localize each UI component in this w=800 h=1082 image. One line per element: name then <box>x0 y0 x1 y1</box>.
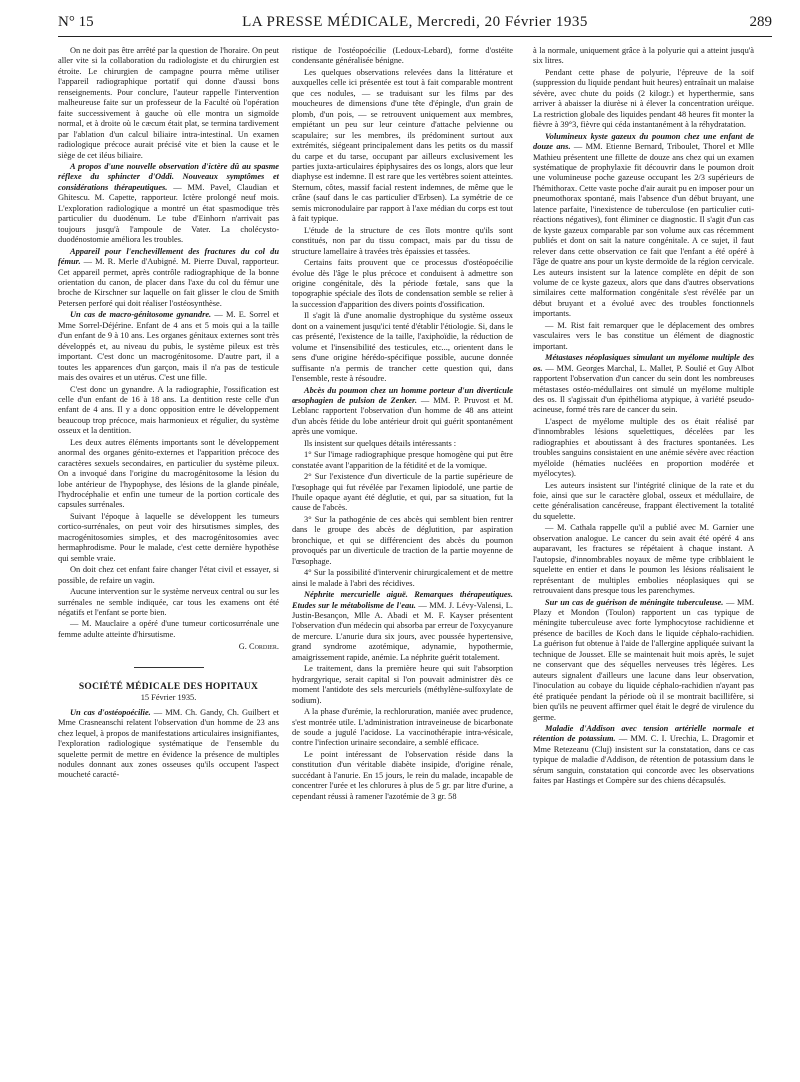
paragraph: ristique de l'ostéopoécilie (Ledoux-Lebard), forme d'ostéite condensante généralisée bénigne. <box>292 46 513 66</box>
paragraph: A la phase d'urémie, la rechloruration, maniée avec prudence, s'est montrée utile. L'administration intraveineuse de bicarbonate de soude a jugulé l'acidose. La vaccinothérapie intra-vésicale, contre l'infection urinaire secondaire, a semblé efficace. <box>292 707 513 748</box>
article-entry: Néphrite mercurielle aiguë. Remarques thérapeutiques. Etudes sur le métabolisme de l'eau. — MM. J. Lévy-Valensi, L. Justin-Besançon, Mlle A. Abadi et M. F. Kayser présentent l'observation d'un médecin qui absorba par erreur de l'oxycyanure de mercure. L'anurie dura six jours, avec poussée hypertensive, grand syndrome azotémique, adynamie, hypothermie, amaigrissement rapide, anémie. La néphrite guérit totalement. <box>292 590 514 662</box>
column-2 <box>292 46 513 803</box>
page-number: 289 <box>749 14 772 30</box>
article-entry: Métastases néoplasiques simulant un myélome multiple des os. — MM. Georges Marchal, L. Mallet, P. Soulié et Guy Albot rapportent l'observation d'un cancer du sein dont les nombreuses métastases ostéo-médullaires ont simulé un myélome multiple des os. Il s'agissait d'un épithélioma atypique, à variété pseudo-acineuse, formé très rare de cancer du sein. <box>533 353 754 415</box>
paragraph: Les deux autres éléments importants sont le développement anormal des organes génito-externes et l'apparition précoce des caractères sexuels secondaires, en particulier du système pileux. On a invoqué dans l'origine du macrogénitosome la lésion du lobe antérieur de l'hypophyse, des lésions de la glande pinéale, l'hydrocéphalie et enfin une tumeur de la portion corticale des capsules surrénales. <box>58 437 279 510</box>
paragraph: à la normale, uniquement grâce à la polyurie qui a atteint jusqu'à six litres. <box>533 46 754 66</box>
section-title: SOCIÉTÉ MÉDICALE DES HOPITAUX <box>78 681 259 692</box>
paragraph: 3° Sur la pathogénie de ces abcès qui semblent bien rentrer dans le groupe des abcès de déglutition, par aspiration bronchique, et qui se différencient des abcès du poumon provoqués par un diverticule de traction de la partie moyenne de l'œsophage. <box>292 514 513 566</box>
article-entry: A propos d'une nouvelle observation d'ictère dû au spasme réflexe du sphincter d'Oddi. Nouveaux symptômes et considérations thérapeutiques. — MM. Pavel, Claudian et Ghitescu. M. Capette, rapporteur. Ictère prolongé neuf mois. L'exploration radiologique a montré un état spasmodique très particulier du duodénum. Le tube d'Einhorn n'arrivait pas toujours jusqu'à l'ampoule de Vater. La cholécysto-duodénostomie améliora les troubles. <box>58 161 279 245</box>
paragraph: On doit chez cet enfant faire changer l'état civil et essayer, si possible, de refaire un vagin. <box>58 565 279 585</box>
paragraph: 1° Sur l'image radiographique presque homogène qui put être constatée avant l'apparition de la fétidité et de la vomique. <box>292 450 513 470</box>
article-entry: Abcès du poumon chez un homme porteur d'un diverticule œsophagien de pulsion de Zenker. — MM. P. Pruvost et M. Leblanc rapportent l'observation d'un homme de 48 ans atteint d'un abcès fétide du lobe antérieur droit qui guérit spontanément après une vomique. <box>292 385 513 437</box>
paragraph: Les auteurs insistent sur l'intégrité clinique de la rate et du foie, ainsi que sur le caractère global, osseux et médullaire, de cette généralisation cancéreuse, frappant électivement la totalité du squelette. <box>533 480 754 521</box>
paragraph: Le point intéressant de l'observation réside dans la constitution d'un véritable diabète insipide, d'origine rénale, succédant à l'anurie. En 15 jours, le rein du malade, incapable de concentrer l'urée et les chlorures à plus de 5 gr. par litre d'urine, a cependant réussi à ramener l'azotémie de 3 gr. 58 <box>292 749 513 801</box>
paragraph: — M. Mauclaire a opéré d'une tumeur corticosurrénale une femme adulte atteinte d'hirsutisme. <box>58 619 279 639</box>
paragraph: C'est donc un gynandre. A la radiographie, l'ossification est celle d'un enfant de 16 à 18 ans. La dentition reste celle d'un enfant de 4 ans. Il y a donc opposition entre le développement beaucoup trop précoce, mais harmonieux et régulier, du système osseux et la dentition. <box>58 384 279 436</box>
section-date: 15 Février 1935. <box>140 693 197 703</box>
paragraph: Ils insistent sur quelques détails intéressants : <box>304 438 457 448</box>
signature: G. Cordier. <box>238 642 279 652</box>
paragraph: Les quelques observations relevées dans la littérature et auxquelles celle ici présentée est tout à fait comparable montrent que ces nodules, — se traduisant sur les films par des moucheures de dimensions d'une tête d'épingle, d'un grain de plomb, d'un pois, — se retrouvent uniquement aux membres, empiétant un peu sur leur ceinture d'attache pelvienne ou scapulaire; sur les membres, ils prédominent surtout aux extrémités, siégeant principalement dans les petits os du massif du carpe et du tarse, occupant par ailleurs exclusivement les parties juxta-articulaires épiphysaires des os longs, alors que leur diaphyse est indemne. Il est rare que les vertèbres soient atteintes. Sternum, côtes, massif facial restent indemnes, de même que le crâne (sauf dans le cas particulier d'Erbsen). La symétrie de ce semis micronodulaire par rapport à l'axe médian du corps est tout à fait typique. <box>292 67 513 224</box>
article-entry: Maladie d'Addison avec tension artérielle normale et rétention de potassium. — MM. C. I. Urechia, L. Dragomir et Mme Retezeanu (Cluj) insistent sur la constatation, dans ce cas typique de maladie d'Addison, de rétention de potassium dans le sérum sanguin, constatation qui concorde avec les observations faites par Hastings et Compère sur des chiens décapsulés. <box>533 724 754 786</box>
paragraph: Il s'agit là d'une anomalie dystrophique du système osseux dont on a vainement jusqu'ici tenté d'établir l'étiologie. Si, dans le cas présenté, l'existence de la taille, l'axiphoïdie, la réduction de volume et l'insensibilité des testicules, etc..., orientent dans le sens d'une origine hérédo-spécifique possible, aucune donnée suffisante n'a permis de trancher cette question qui, dans l'ensemble, reste à résoudre. <box>292 311 513 384</box>
paragraph: Pendant cette phase de polyurie, l'épreuve de la soif (suppression du liquide pendant huit heures) entraînait un malaise sévère, avec chute du poids (2 kilogr.) et hyperthermie, sans arriver à abaisser la diurèse ni à élever la concentration uréique. La restriction globale des liquides pendant 48 heures fit monter la fièvre à 39°3, fièvre qui céda instantanément à la réhydratation. <box>533 67 754 130</box>
article-entry: Un cas d'ostéopoécilie. — MM. Ch. Gandy, Ch. Guilbert et Mme Crasneanschi relatent l'observation d'un homme de 23 ans chez lequel, à propos de manifestations articulaires insignifiantes, l'exploration radiologique systématique de l'ensemble du squelette permit de mettre en évidence la présence de multiples nodules donnant aux zones osseuses qu'ils occupent l'aspect moucheté caracté- <box>58 707 279 780</box>
article-entry: Sur un cas de guérison de méningite tuberculeuse. — MM. Plazy et Mondon (Toulon) rapportent un cas typique de méningite tuberculeuse avec forte lymphocytose rachidienne et présence de bacilles de Koch dans le liquide céphalo-rachidien. La guérison fut obtenue à l'aide de l'allergine appliquée suivant la technique de Jousset. Elle se maintenait huit mois après, le sujet ne conservant que des séquelles nerveuses très légères. Les auteurs signalent d'ailleurs une lacune dans leur observation, l'inoculation au cobaye du liquide céphalo-rachidien n'ayant pas été pratiquée pendant la période où il se montrait bacillifère, si bien qu'ils ne peuvent affirmer quel était le degré de virulence du germe. <box>533 597 754 722</box>
column-1 <box>58 46 279 782</box>
article-entry: Volumineux kyste gazeux du poumon chez une enfant de douze ans. — MM. Etienne Bernard, Triboulet, Thorel et Mlle Mathieu présentent une fillette de douze ans chez qui un examen systématique de prophylaxie fit découvrir dans le poumon droit une volumineuse poche gazeuse occupant les 2/3 supérieurs de l'hémithorax. Cette vaste poche d'air aurait pu en imposer pour un pneumothorax spontané, mais l'absence d'un début bruyant, une latence parfaite, l'inexistence de tuberculose (en particulier cuti-réactions négatives), font éliminer ce diagnostic. Il s'agit d'un cas de kyste gazeux comparable par son volume aux cas récemment publiés et dont on sait la nature congénitale. A ce sujet, il faut relever dans cette observation ce fait que l'enfant a été opéré à l'âge de quatre ans pour un kyste dermoïde de la région cervicale. Les auteurs insistent sur la latence complète en dépit de son volume de ce kyste gazeux, alors que dans d'autres observations similaires cette malformation congénitale s'est révélée par un début bruyant et a évolué avec des troubles fonctionnels importants. <box>533 131 754 319</box>
paragraph: — M. Cathala rappelle qu'il a publié avec M. Garnier une observation analogue. Le cancer du sein avait été opéré 4 ans auparavant, les fractures se répétaient à chaque instant. A l'autopsie, d'innombrables noyaux de même type cribblaient le squelette en entier et dans le poumon les lésions réalisaient le représentant de multiples embolies néoplasiques qui se retrouvaient dans presque tous les parenchymes. <box>533 523 754 596</box>
paragraph: Aucune intervention sur le système nerveux central ou sur les surrénales ne semble indiquée, car tous les examens ont été négatifs et l'enfant se porte bien. <box>58 587 279 618</box>
paragraph: Le traitement, dans la première heure qui suit l'absorption hydrargyrique, serait capital si l'on pouvait administrer dès ce moment l'antidote des sels mercuriels (méthylène-sulfoxylate de sodium). <box>292 664 513 705</box>
paragraph: On ne doit pas être arrêté par la question de l'horaire. On peut aller vite si la collaboration du radiologiste et du chirurgien est étroite. Le chirurgien de campagne pourra même utiliser l'appareil radiographique portatif qui donne d'aussi bons renseignements. Pour conclure, l'auteur rappelle l'intervention malheureuse faite sur un professeur de la Faculté où l'opération faite successivement à gauche où elle montra un sigmoïde normal, et à droite où le cæcum était plat, se termina tardivement par l'ablation d'un calcul biliaire intra-intestinal. Un examen radiologique précoce aurait précisé vite et bien la cause et le siège de cet iléus biliaire. <box>58 46 279 160</box>
journal-title: LA PRESSE MÉDICALE, Mercredi, 20 Février 1935 <box>242 14 588 30</box>
paragraph: Suivant l'époque à laquelle se développent les tumeurs cortico-surrénales, on peut voir des hirsutismes simples, des macrogénitosomies simples, et des macrogénitosomies avec hermaphrodisme. Pour le malade, c'est cette dernière hypothèse qui semble vraie. <box>58 511 279 563</box>
paragraph: — M. Rist fait remarquer que le déplacement des ombres vasculaires vers le bas constitue un élément de diagnostic important. <box>533 320 754 351</box>
page-header <box>58 14 772 37</box>
paragraph: 2° Sur l'existence d'un diverticule de la partie supérieure de l'œsophage qui fut révélée par l'examen lipiodolé, une partie de l'huile opaque ayant été déglutie, et qui, par sa situation, fut la cause de l'abcès. <box>292 472 513 513</box>
paragraph: L'aspect de myélome multiple des os était réalisé par d'innombrables lésions squelettiques, décelées par les radiographies et aboutissant à des fractures spontanées. Les troubles sanguins consistaient en une anémie sévère avec réaction myéloïde (hématies nucléées en proportion modérée et myélocytes). <box>533 416 754 479</box>
paragraph: 4° Sur la possibilité d'intervenir chirurgicalement et de mettre ainsi le malade à l'abri des récidives. <box>292 568 513 588</box>
column-3 <box>533 46 754 788</box>
paragraph: Certains faits prouvent que ce processus d'ostéopoécilie évolue dès l'âge le plus précoce et conduisent à admettre son origine congénitale, dès la période fœtale, sans que la topographie spéciale des îlots de condensation semble se relier à la succession d'apparition des divers points d'ossification. <box>292 258 513 309</box>
divider <box>134 667 204 668</box>
article-entry: Appareil pour l'enchevillement des fractures du col du fémur. — M. R. Merle d'Aubigné. M. Pierre Duval, rapporteur. Cet appareil permet, après contrôle radiographique de la bonne orientation du canon, de placer dans l'axe du col du fémur une broche de Kirschner sur laquelle on fait glisser le clou de Smith Petersen perforé qui doit réaliser l'ostéosynthèse. <box>58 246 279 308</box>
paragraph: L'étude de la structure de ces îlots montre qu'ils sont constitués, non par du tissu compact, mais par du tissu de structure lamellaire à travées très épaissies et tassées. <box>292 225 513 256</box>
issue-number: N° 15 <box>58 14 94 30</box>
article-entry: Un cas de macro-génitosome gynandre. — M. E. Sorrel et Mme Sorrel-Déjérine. Enfant de 4 ans et 5 mois qui a la taille d'un enfant de 9 à 10 ans. Les organes génitaux externes sont très développés et, au niveau du pubis, le système pileux est très important. C'est donc un macrogénitosome. D'autre part, il a toutes les apparences d'un garçon, mais il n'a pas de testicule mais des ovaires et un utérus. C'est une fille. <box>58 310 279 383</box>
